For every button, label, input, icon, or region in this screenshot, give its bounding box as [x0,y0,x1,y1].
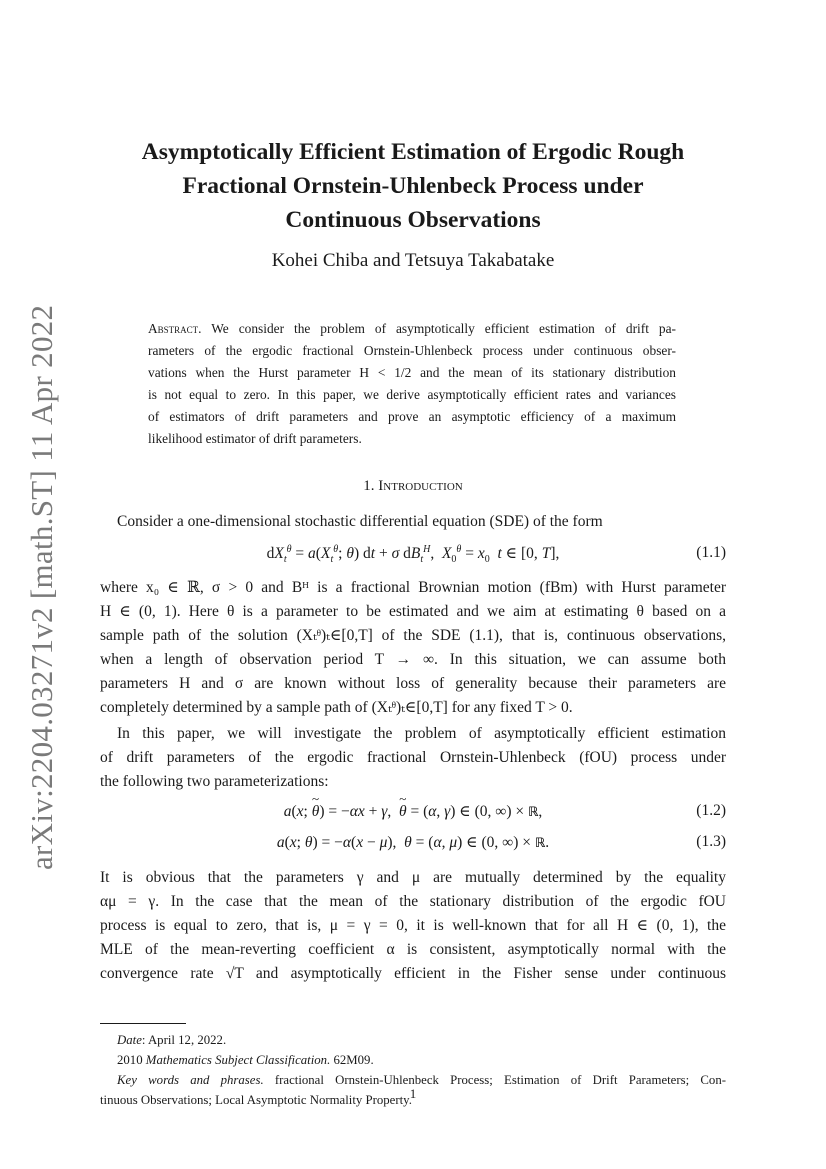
section-number: 1. [363,478,375,494]
paragraph-line: parameters H and σ are known without loss of generality because their parameters are [100,675,726,692]
paragraph-line: sample path of the solution (Xₜᶿ)ₜ∈[0,T] of the SDE (1.1), that is, continuous observations, [100,627,726,644]
equation-number: (1.2) [696,802,726,819]
arxiv-identifier-stamp: arXiv:2204.03271v2 [math.ST] 11 Apr 2022 [24,304,59,870]
paragraph-line: H ∈ (0, 1). Here θ is a parameter to be estimated and we aim at estimating θ based on a [100,603,726,620]
paragraph-line: the following two parameterizations: [100,773,329,790]
abstract [148,318,676,450]
paragraph-2 [100,722,726,794]
abstract-line: is not equal to zero. In this paper, we derive asymptotically efficient rates and variances [148,387,676,402]
abstract-line: Abstract. We consider the problem of asymptotically efficient estimation of drift pa- [148,321,676,336]
intro-lead [100,510,726,534]
footnote-keywords-cont: tinuous Observations; Local Asymptotic Normality Property. [100,1093,412,1107]
footnote-date: Date: April 12, 2022. [117,1033,227,1047]
abstract-line: of estimators of drift parameters and prove an asymptotic efficiency of a maximum [148,409,676,424]
abstract-line: likelihood estimator of drift parameters. [148,431,362,446]
authors: Kohei Chiba and Tetsuya Takabatake [271,250,555,271]
page-number: 1 [409,1086,417,1101]
equation-body: a(x; ~ θ) = −αx + γ, ~ θ = (α, γ) ∈ (0, ∞) × ℝ, [100,802,726,821]
equation-body: $dX_t^\theta = a(X_t^\theta$; θ) dt + σ $dB_t^H$, $X_0^\theta = x_0$ t ∈ [0, T], [266,543,560,566]
equation-body: a(x; θ) = −α(x − μ), θ = (α, μ) ∈ (0, ∞) × ℝ. [276,834,550,851]
paragraph-line: of drift parameters of the ergodic fractional Ornstein-Uhlenbeck (fOU) process under [100,749,726,766]
paragraph-line: completely determined by a sample path of (Xₜᶿ)ₜ∈[0,T] for any fixed T > 0. [100,699,573,716]
section-heading [100,478,726,495]
title-line: Continuous Observations [285,207,541,233]
paragraph-line: In this paper, we will investigate the problem of asymptotically efficient estimation [117,725,726,742]
paragraph-line: convergence rate √T and asymptotically efficient in the Fisher sense under continuous [100,965,726,982]
title-line: Fractional Ornstein-Uhlenbeck Process under [182,173,644,199]
equation-number: (1.3) [696,833,726,850]
paper-title [100,135,726,237]
abstract-line: rameters of the ergodic fractional Ornstein-Uhlenbeck process under continuous obser- [148,343,676,358]
abstract-label: Abstract. [148,321,202,336]
paragraph-line: MLE of the mean-reverting coefficient α is consistent, asymptotically normal with the [100,941,726,958]
footnote-keywords: Key words and phrases. fractional Ornstein-Uhlenbeck Process; Estimation of Drift Parameters; Con- [117,1073,726,1087]
paragraph-line: αμ = γ. In the case that the mean of the stationary distribution of the ergodic fOU [100,893,726,910]
paragraph-line: Consider a one-dimensional stochastic differential equation (SDE) of the form [117,513,603,530]
paragraph-line: It is obvious that the parameters γ and μ are mutually determined by the equality [100,869,726,886]
footnote-rule [100,1023,186,1024]
title-line: Asymptotically Efficient Estimation of Ergodic Rough [141,139,685,165]
paragraph-line: process is equal to zero, that is, μ = γ = 0, it is well-known that for all H ∈ (0, 1), the [100,917,726,934]
paragraph-line: where x₀ ∈ ℝ, σ > 0 and Bᴴ is a fractional Brownian motion (fBm) with Hurst parameter [100,579,726,596]
paragraph-1 [100,576,726,720]
paragraph-3 [100,866,726,986]
abstract-line: vations when the Hurst parameter H < 1/2 and the mean of its stationary distribution [148,365,676,380]
equation-number: (1.1) [696,544,726,561]
footnote-msc: 2010 Mathematics Subject Classification. 62M09. [117,1053,374,1067]
section-title: Introduction [378,478,463,494]
paragraph-line: when a length of observation period T → ∞. In this situation, we can assume both [100,651,726,668]
